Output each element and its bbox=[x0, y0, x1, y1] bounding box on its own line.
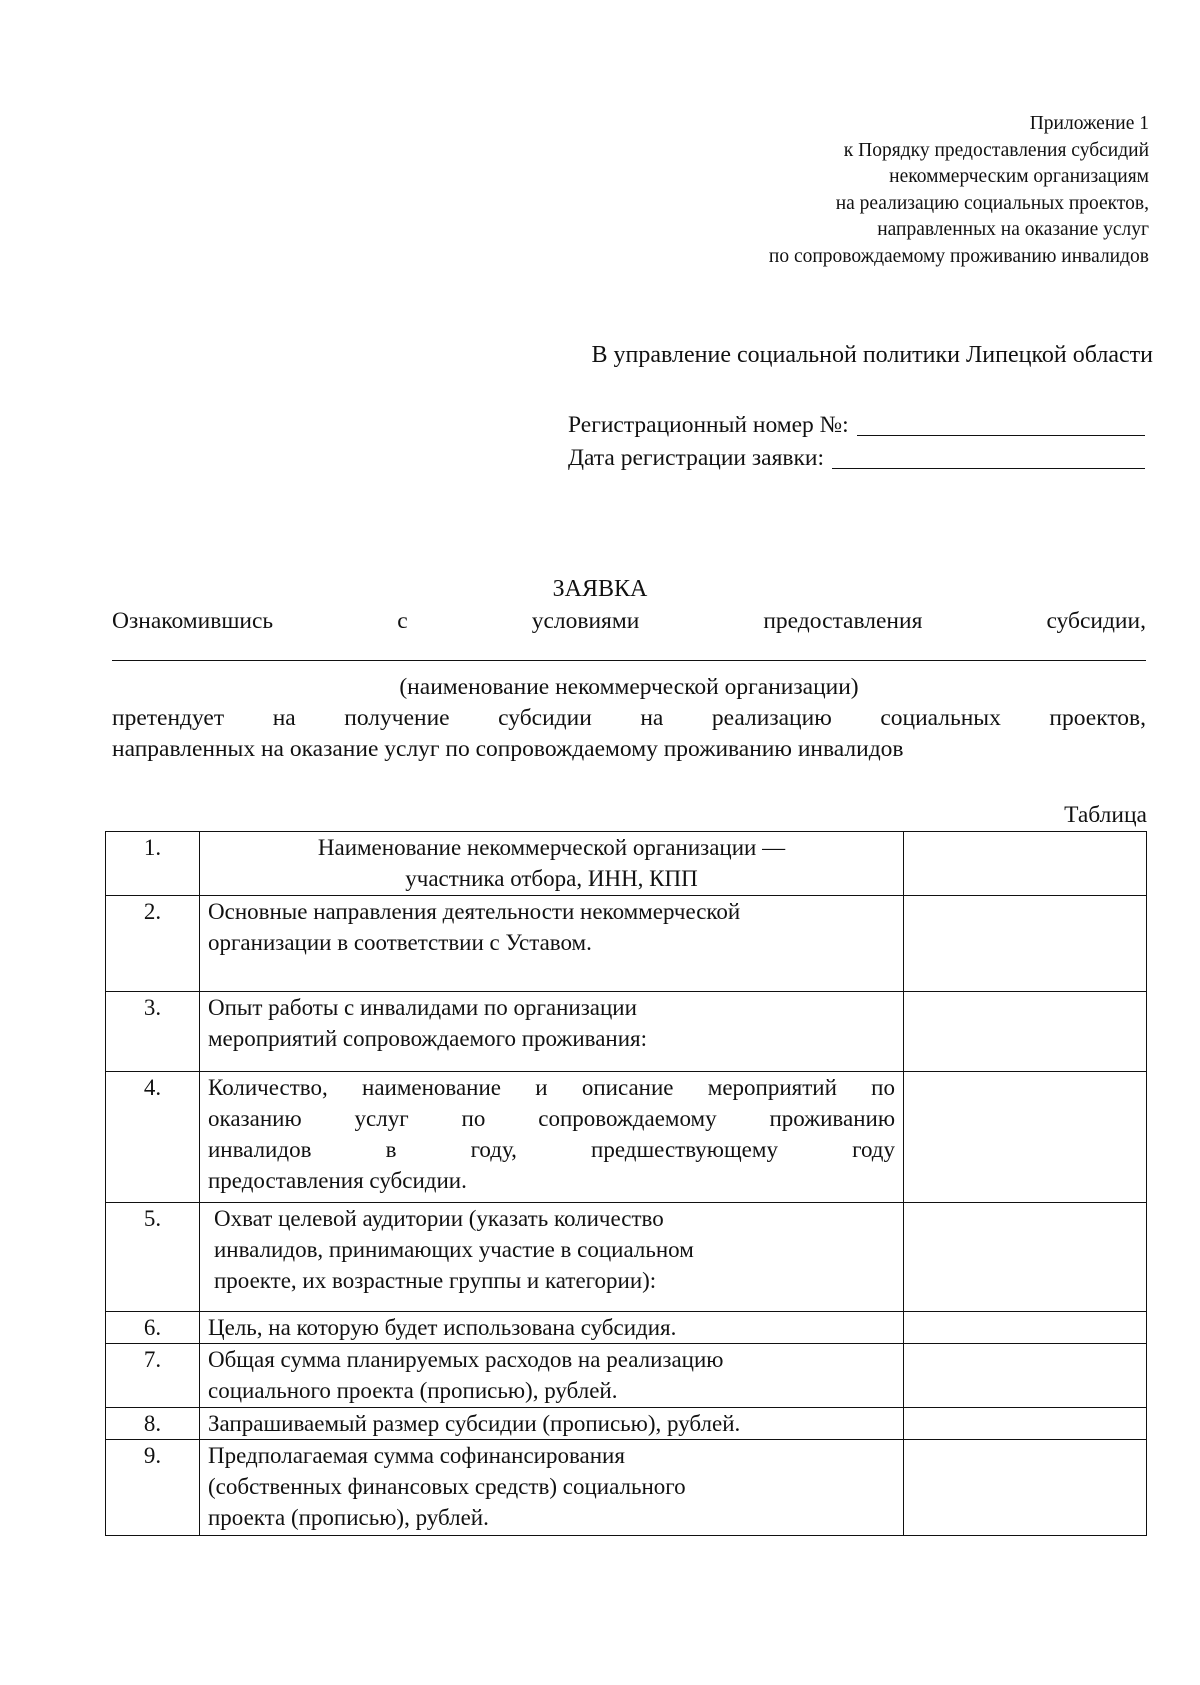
row-description-line: Предполагаемая сумма софинансирования bbox=[208, 1443, 625, 1468]
row-description-line: Опыт работы с инвалидами по организации bbox=[208, 995, 637, 1020]
organization-name-caption: (наименование некоммерческой организации) bbox=[399, 674, 859, 700]
table-row bbox=[106, 992, 1147, 1072]
table-row bbox=[106, 1440, 1147, 1536]
document-title: ЗАЯВКА bbox=[552, 576, 648, 602]
row-value-cell[interactable] bbox=[904, 1440, 1147, 1536]
row-description bbox=[200, 1344, 904, 1408]
row-description-line: социального проекта (прописью), рублей. bbox=[208, 1378, 618, 1403]
row-number: 2. bbox=[106, 896, 200, 992]
row-description-line: инвалидов в году, предшествующему году bbox=[208, 1137, 895, 1162]
row-number: 4. bbox=[106, 1072, 200, 1203]
claim-line: претендует на получение субсидии на реализацию социальных проектов, bbox=[112, 705, 1146, 731]
row-description bbox=[200, 896, 904, 992]
intro-word: условиями bbox=[531, 608, 640, 634]
row-value-cell[interactable] bbox=[904, 1072, 1147, 1203]
row-number: 3. bbox=[106, 992, 200, 1072]
row-description bbox=[200, 1440, 904, 1536]
row-number: 9. bbox=[106, 1440, 200, 1536]
row-description-line: Количество, наименование и описание мероприятий по bbox=[208, 1075, 895, 1100]
table-row bbox=[106, 1344, 1147, 1408]
row-number: 6. bbox=[106, 1312, 200, 1344]
registration-date-field[interactable] bbox=[832, 467, 1145, 469]
row-description-line: организации в соответствии с Уставом. bbox=[208, 930, 592, 955]
registration-date-row bbox=[568, 443, 1145, 473]
appendix-line: по сопровождаемому проживанию инвалидов bbox=[768, 245, 1149, 267]
row-description-line: Наименование некоммерческой организации — bbox=[317, 835, 786, 860]
intro-word: субсидии, bbox=[1046, 608, 1146, 634]
row-description bbox=[200, 832, 904, 896]
row-value-cell[interactable] bbox=[904, 992, 1147, 1072]
row-description-line: проекте, их возрастные группы и категории): bbox=[214, 1268, 657, 1293]
appendix-line: к Порядку предоставления субсидий bbox=[843, 139, 1149, 161]
row-description bbox=[200, 1408, 904, 1440]
row-description-line: участника отбора, ИНН, КПП bbox=[405, 866, 698, 891]
claim-paragraph bbox=[112, 703, 1146, 765]
row-description bbox=[200, 1312, 904, 1344]
appendix-line: Приложение 1 bbox=[1029, 113, 1149, 134]
row-number: 1. bbox=[106, 832, 200, 896]
table-row bbox=[106, 1312, 1147, 1344]
row-description bbox=[200, 992, 904, 1072]
table-row bbox=[106, 1203, 1147, 1312]
row-description-line: Основные направления деятельности некоммерческой bbox=[208, 899, 741, 924]
row-description-line: Общая сумма планируемых расходов на реализацию bbox=[208, 1347, 724, 1372]
row-description-line: Цель, на которую будет использована субсидия. bbox=[208, 1315, 677, 1340]
row-value-cell[interactable] bbox=[904, 1408, 1147, 1440]
appendix-line: некоммерческим организациям bbox=[889, 166, 1149, 188]
intro-word: предоставления bbox=[763, 608, 923, 634]
row-number: 5. bbox=[106, 1203, 200, 1312]
row-description-line: предоставления субсидии. bbox=[208, 1168, 467, 1193]
row-number: 7. bbox=[106, 1344, 200, 1408]
row-description bbox=[200, 1203, 904, 1312]
appendix-line: направленных на оказание услуг bbox=[877, 219, 1149, 241]
row-description-line: (собственных финансовых средств) социального bbox=[208, 1474, 686, 1499]
appendix-line: на реализацию социальных проектов, bbox=[835, 192, 1149, 214]
row-description bbox=[200, 1072, 904, 1203]
intro-word: с bbox=[397, 608, 408, 634]
organization-name-field[interactable] bbox=[112, 660, 1146, 661]
table-row bbox=[106, 1072, 1147, 1203]
row-value-cell[interactable] bbox=[904, 1344, 1147, 1408]
row-description-line: Запрашиваемый размер субсидии (прописью), рублей. bbox=[208, 1411, 741, 1436]
row-description-line: инвалидов, принимающих участие в социальном bbox=[214, 1237, 694, 1262]
registration-number-row bbox=[568, 410, 1145, 440]
intro-line bbox=[112, 606, 1146, 636]
row-description-line: мероприятий сопровождаемого проживания: bbox=[208, 1026, 647, 1051]
row-value-cell[interactable] bbox=[904, 832, 1147, 896]
table-label: Таблица bbox=[1064, 802, 1147, 828]
row-number: 8. bbox=[106, 1408, 200, 1440]
row-value-cell[interactable] bbox=[904, 896, 1147, 992]
intro-word: Ознакомившись bbox=[112, 608, 274, 634]
application-table bbox=[105, 831, 1147, 1536]
appendix-header bbox=[449, 111, 1149, 271]
registration-date-label: Дата регистрации заявки: bbox=[568, 445, 825, 471]
row-value-cell[interactable] bbox=[904, 1203, 1147, 1312]
table-row bbox=[106, 1408, 1147, 1440]
addressee: В управление социальной политики Липецкой области bbox=[591, 342, 1153, 368]
row-description-line: Охват целевой аудитории (указать количество bbox=[214, 1206, 664, 1231]
table-row bbox=[106, 832, 1147, 896]
table-row bbox=[106, 896, 1147, 992]
registration-number-field[interactable] bbox=[857, 434, 1145, 436]
row-description-line: оказанию услуг по сопровождаемому проживанию bbox=[208, 1106, 895, 1131]
row-description-line: проекта (прописью), рублей. bbox=[208, 1505, 489, 1530]
registration-number-label: Регистрационный номер №: bbox=[568, 412, 849, 438]
claim-line: направленных на оказание услуг по сопровождаемому проживанию инвалидов bbox=[112, 736, 904, 762]
row-value-cell[interactable] bbox=[904, 1312, 1147, 1344]
